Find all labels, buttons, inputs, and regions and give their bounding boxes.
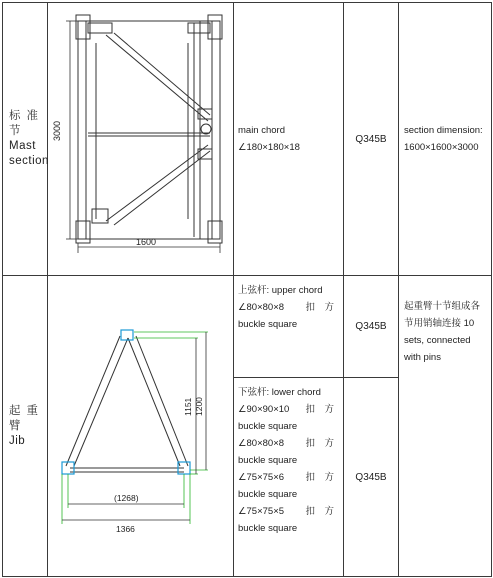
jib-lower-tail: 扣 方 xyxy=(305,506,334,518)
jib-lower-item-0 xyxy=(238,401,334,418)
jib-upper-line2: buckle square xyxy=(238,319,298,330)
jib-upper-grade: Q345B xyxy=(344,276,399,378)
jib-lower-item-3 xyxy=(238,503,334,520)
spec-table xyxy=(2,2,492,577)
jib-lower-profile: ∠90×90×10 xyxy=(238,404,290,416)
jib-lower-second: buckle square xyxy=(238,455,298,467)
jib-lower-item-1 xyxy=(238,435,334,452)
dim-1151-label: 1151 xyxy=(183,397,193,416)
dim-1200-label: 1200 xyxy=(194,397,204,416)
jib-lower-second: buckle square xyxy=(238,523,298,535)
mast-material: main chord xyxy=(238,125,285,136)
jib-lower-tail: 扣 方 xyxy=(305,404,334,416)
jib-note: 起重臂十节组成各节用销轴连接 10 sets, connected with pins xyxy=(404,301,481,363)
jib-drawing-cell xyxy=(48,276,234,577)
jib-upper-cell xyxy=(234,276,344,378)
jib-lower-profile: ∠75×75×5 xyxy=(238,506,285,518)
jib-upper-line1 xyxy=(238,299,334,316)
mast-width-label: 1600 xyxy=(136,237,157,247)
mast-profile: ∠180×180×18 xyxy=(238,142,300,153)
mast-row xyxy=(3,3,492,276)
jib-name-cn: 起重臂 xyxy=(9,404,44,432)
mast-name-cell xyxy=(3,3,48,276)
dim-1366-label: 1366 xyxy=(116,524,135,534)
jib-upper-tail: 扣 方 xyxy=(305,302,334,313)
jib-lower-profile: ∠75×75×6 xyxy=(238,472,285,484)
top-chord-box xyxy=(121,330,133,340)
mast-section-drawing xyxy=(48,3,234,275)
jib-upper-row xyxy=(3,276,492,378)
jib-lower-tail: 扣 方 xyxy=(305,472,334,484)
jib-upper-profile: ∠80×80×8 xyxy=(238,302,285,313)
mast-outline xyxy=(78,21,220,239)
mast-grade: Q345B xyxy=(344,3,399,276)
jib-lower-grade: Q345B xyxy=(344,378,399,577)
jib-lower-label: 下弦杆: lower chord xyxy=(238,387,321,399)
mast-height-label: 3000 xyxy=(52,120,62,141)
mast-drawing-cell xyxy=(48,3,234,276)
mast-note: section dimension: 1600×1600×3000 xyxy=(399,3,492,276)
jib-note-cell xyxy=(399,276,492,577)
jib-section-drawing xyxy=(48,276,234,576)
mast-name-en: Mast section xyxy=(9,140,49,167)
jib-upper-label: 上弦杆: upper chord xyxy=(238,285,323,296)
jib-lower-second: buckle square xyxy=(238,489,298,501)
jib-name-en: Jib xyxy=(9,434,26,447)
jib-lower-profile: ∠80×80×8 xyxy=(238,438,285,450)
jib-lower-cell xyxy=(234,378,344,577)
jib-lower-item-2 xyxy=(238,469,334,486)
mast-material-cell xyxy=(234,3,344,276)
jib-name-cell xyxy=(3,276,48,577)
jib-lower-tail: 扣 方 xyxy=(305,438,334,450)
mast-name-cn: 标准节 xyxy=(9,110,44,137)
dim-1268-label: (1268) xyxy=(114,493,139,503)
jib-lower-second: buckle square xyxy=(238,421,298,433)
